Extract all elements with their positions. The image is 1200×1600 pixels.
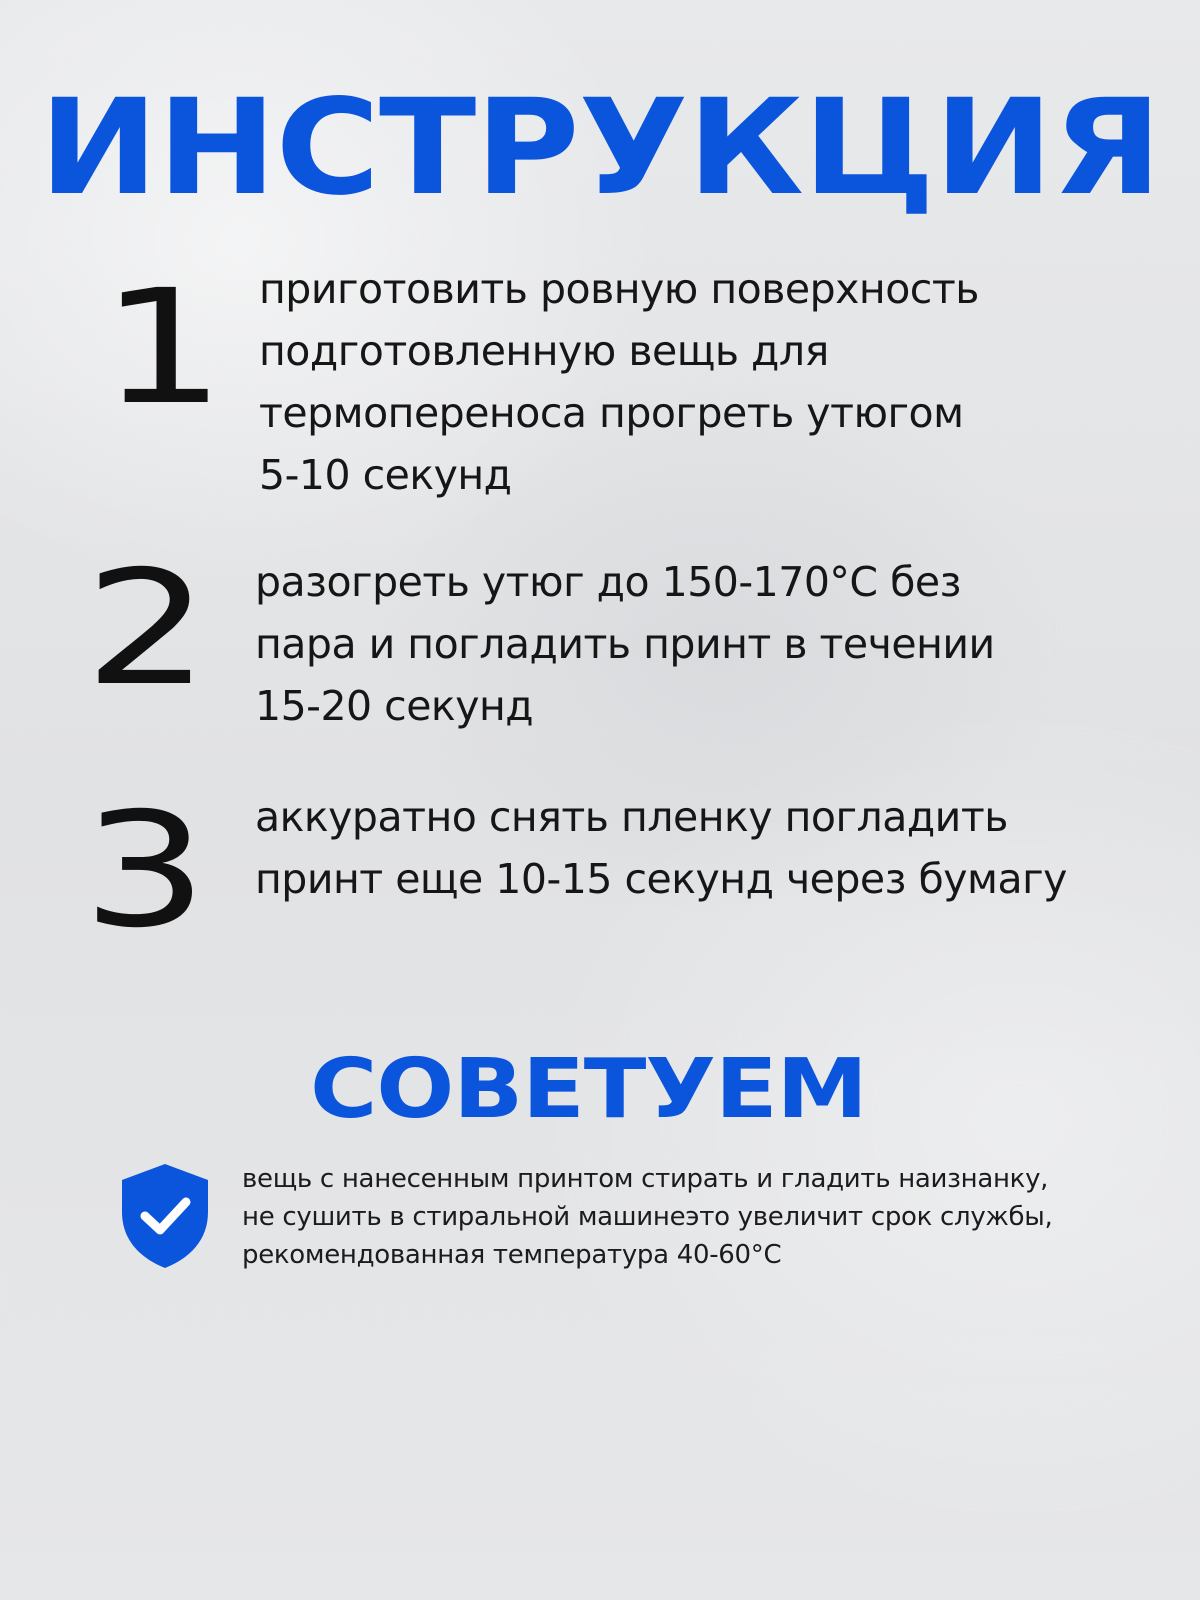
advice-block: [118, 1160, 1118, 1300]
shield-check-icon: [118, 1162, 212, 1270]
advice-text-line: не сушить в стиральной машинеэто увеличит срок службы,: [242, 1202, 1053, 1232]
step-text-line: пара и погладить принт в течении: [255, 620, 995, 668]
step-number: 3: [82, 779, 208, 963]
advice-title: СОВЕТУЕМ: [310, 1042, 867, 1137]
step-text-line: подготовленную вещь для: [259, 327, 829, 375]
step-text: [255, 551, 995, 737]
step-text-line: разогреть утюг до 150-170°С без: [255, 558, 961, 606]
step-text-line: 5-10 секунд: [259, 451, 512, 499]
step-text: [255, 786, 1067, 910]
advice-text-line: рекомендованная температура 40-60°С: [242, 1240, 782, 1270]
step-text-line: принт еще 10-15 секунд через бумагу: [255, 855, 1067, 903]
step-number: 2: [84, 537, 210, 721]
page-title: ИНСТРУКЦИЯ: [39, 71, 1161, 225]
advice-text-line: вещь с нанесенным принтом стирать и гладить наизнанку,: [242, 1164, 1049, 1194]
step-text-line: 15-20 секунд: [255, 682, 534, 730]
advice-text: [242, 1160, 1052, 1274]
step-number: 1: [100, 256, 226, 440]
step-text-line: термопереноса прогреть утюгом: [259, 389, 964, 437]
step-text: [259, 258, 979, 506]
step-text-line: аккуратно снять пленку погладить: [255, 793, 1008, 841]
step-text-line: приготовить ровную поверхность: [259, 265, 979, 313]
